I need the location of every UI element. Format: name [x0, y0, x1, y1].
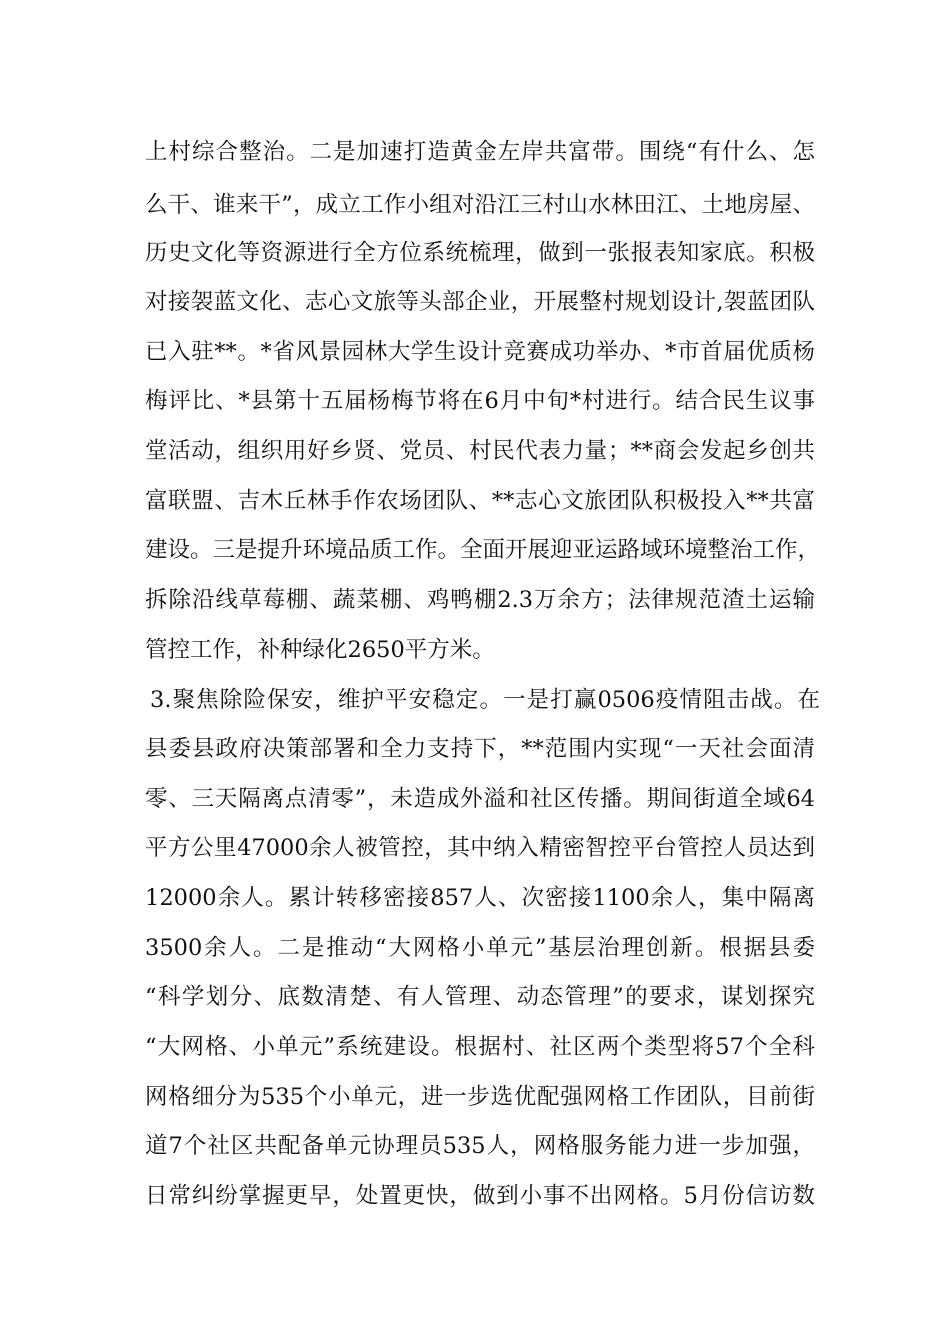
text-line-1: 上村综合整治。二是加速打造黄金左岸共富带。围绕“有什么、怎: [145, 139, 815, 165]
text-line-13: 县委县政府决策部署和全力支持下，**范围内实现“一天社会面清: [145, 736, 815, 762]
text-line-14: 零、三天隔离点清零”，未造成外溢和社区传播。期间街道全域64: [145, 786, 815, 812]
text-line-18: “科学划分、底数清楚、有人管理、动态管理”的要求，谋划探究: [145, 984, 815, 1010]
text-line-17: 3500余人。二是推动“大网格小单元”基层治理创新。根据县委: [145, 935, 815, 961]
text-line-2: 么干、谁来干”，成立工作小组对沿江三村山水林田江、土地房屋、: [145, 192, 815, 218]
text-line-6: 梅评比、*县第十五届杨梅节将在6月中旬*村进行。结合民生议事: [145, 388, 815, 414]
text-line-22: 日常纠纷掌握更早，处置更快，做到小事不出网格。5月份信访数: [145, 1183, 815, 1209]
text-line-19: “大网格、小单元”系统建设。根据村、社区两个类型将57个全科: [145, 1034, 815, 1060]
text-line-4: 对接袈蓝文化、志心文旅等头部企业，开展整村规划设计,袈蓝团队: [145, 289, 815, 315]
text-line-20: 网格细分为535个小单元，进一步选优配强网格工作团队，目前街: [145, 1084, 815, 1110]
text-line-16: 12000余人。累计转移密接857人、次密接1100余人，集中隔离: [145, 885, 815, 911]
text-line-10: 拆除沿线草莓棚、蔬菜棚、鸡鸭棚2.3万余方；法律规范渣土运输: [145, 587, 815, 613]
text-line-8: 富联盟、吉木丘林手作农场团队、**志心文旅团队积极投入**共富: [145, 488, 815, 514]
text-line-9: 建设。三是提升环境品质工作。全面开展迎亚运路域环境整治工作，: [145, 537, 821, 563]
text-line-3: 历史文化等资源进行全方位系统梳理，做到一张报表知家底。积极: [145, 240, 815, 266]
text-line-5: 已入驻**。*省风景园林大学生设计竞赛成功举办、*市首届优质杨: [145, 339, 815, 365]
text-line-11: 管控工作，补种绿化2650平方米。: [145, 637, 495, 663]
text-line-12: 3.聚焦除险保安，维护平安稳定。一是打赢0506疫情阻击战。在: [150, 687, 820, 713]
text-line-15: 平方公里47000余人被管控，其中纳入精密智控平台管控人员达到: [145, 835, 815, 861]
text-line-21: 道7个社区共配备单元协理员535人，网格服务能力进一步加强，: [145, 1133, 815, 1159]
text-line-7: 堂活动，组织用好乡贤、党员、村民代表力量；**商会发起乡创共: [145, 438, 815, 464]
